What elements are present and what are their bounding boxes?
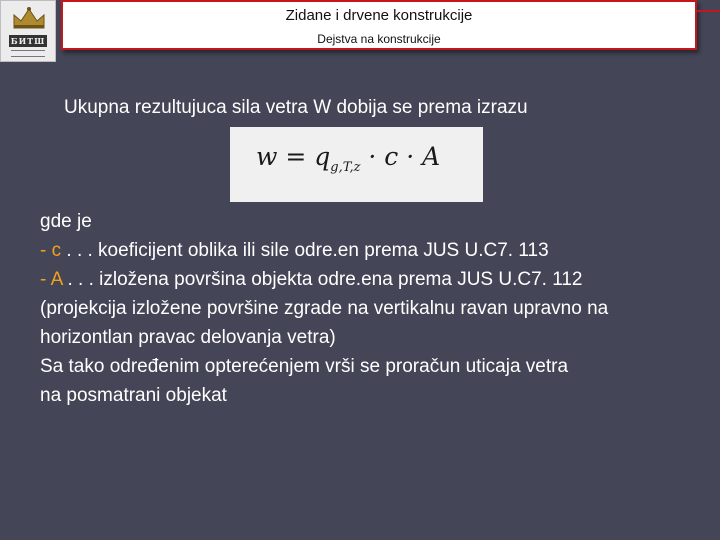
line-projection-1: (projekcija izložene površine zgrade na vertikalnu ravan upravno na — [40, 298, 609, 319]
bullet-dash: - — [40, 240, 52, 261]
formula-q-subscript: g,T,z — [330, 160, 361, 175]
header-banner — [61, 0, 697, 50]
formula-box — [230, 127, 483, 202]
line-conclusion-1: Sa tako određenim opterećenjem vrši se proračun uticaja vetra — [40, 356, 569, 377]
area-a-text: . . . izložena površina objekta odre.ena prema JUS U.C7. 112 — [62, 269, 583, 290]
formula-q: q — [314, 142, 331, 171]
institution-logo — [0, 0, 56, 62]
page-subtitle: Dejstva na konstrukcije — [317, 32, 441, 46]
line-projection-2: horizontlan pravac delovanja vetra) — [40, 327, 336, 348]
logo-text: БИТШ — [10, 36, 46, 46]
formula-lhs: w — [256, 142, 278, 171]
crown-emblem-icon — [11, 6, 47, 30]
line-gde-je: gde je — [40, 211, 92, 232]
symbol-c: c — [51, 240, 62, 261]
logo-divider — [11, 50, 45, 57]
header-accent-line — [697, 10, 720, 12]
intro-text: Ukupna rezultujuca sila vetra W dobija se prema izrazu — [64, 97, 528, 118]
wind-force-formula — [256, 142, 440, 175]
explanation-text — [40, 207, 710, 410]
line-conclusion-2: na posmatrani objekat — [40, 385, 227, 406]
line-coefficient-c — [40, 236, 710, 265]
formula-rest: · c · A — [360, 142, 441, 171]
symbol-a: A — [50, 269, 63, 290]
bullet-dash: - — [40, 269, 51, 290]
coefficient-c-text: . . . koeficijent oblika ili sile odre.en prema JUS U.C7. 113 — [61, 240, 549, 261]
formula-equals: = — [277, 142, 315, 171]
page-title: Zidane i drvene konstrukcije — [285, 7, 473, 24]
line-area-a — [40, 265, 710, 294]
